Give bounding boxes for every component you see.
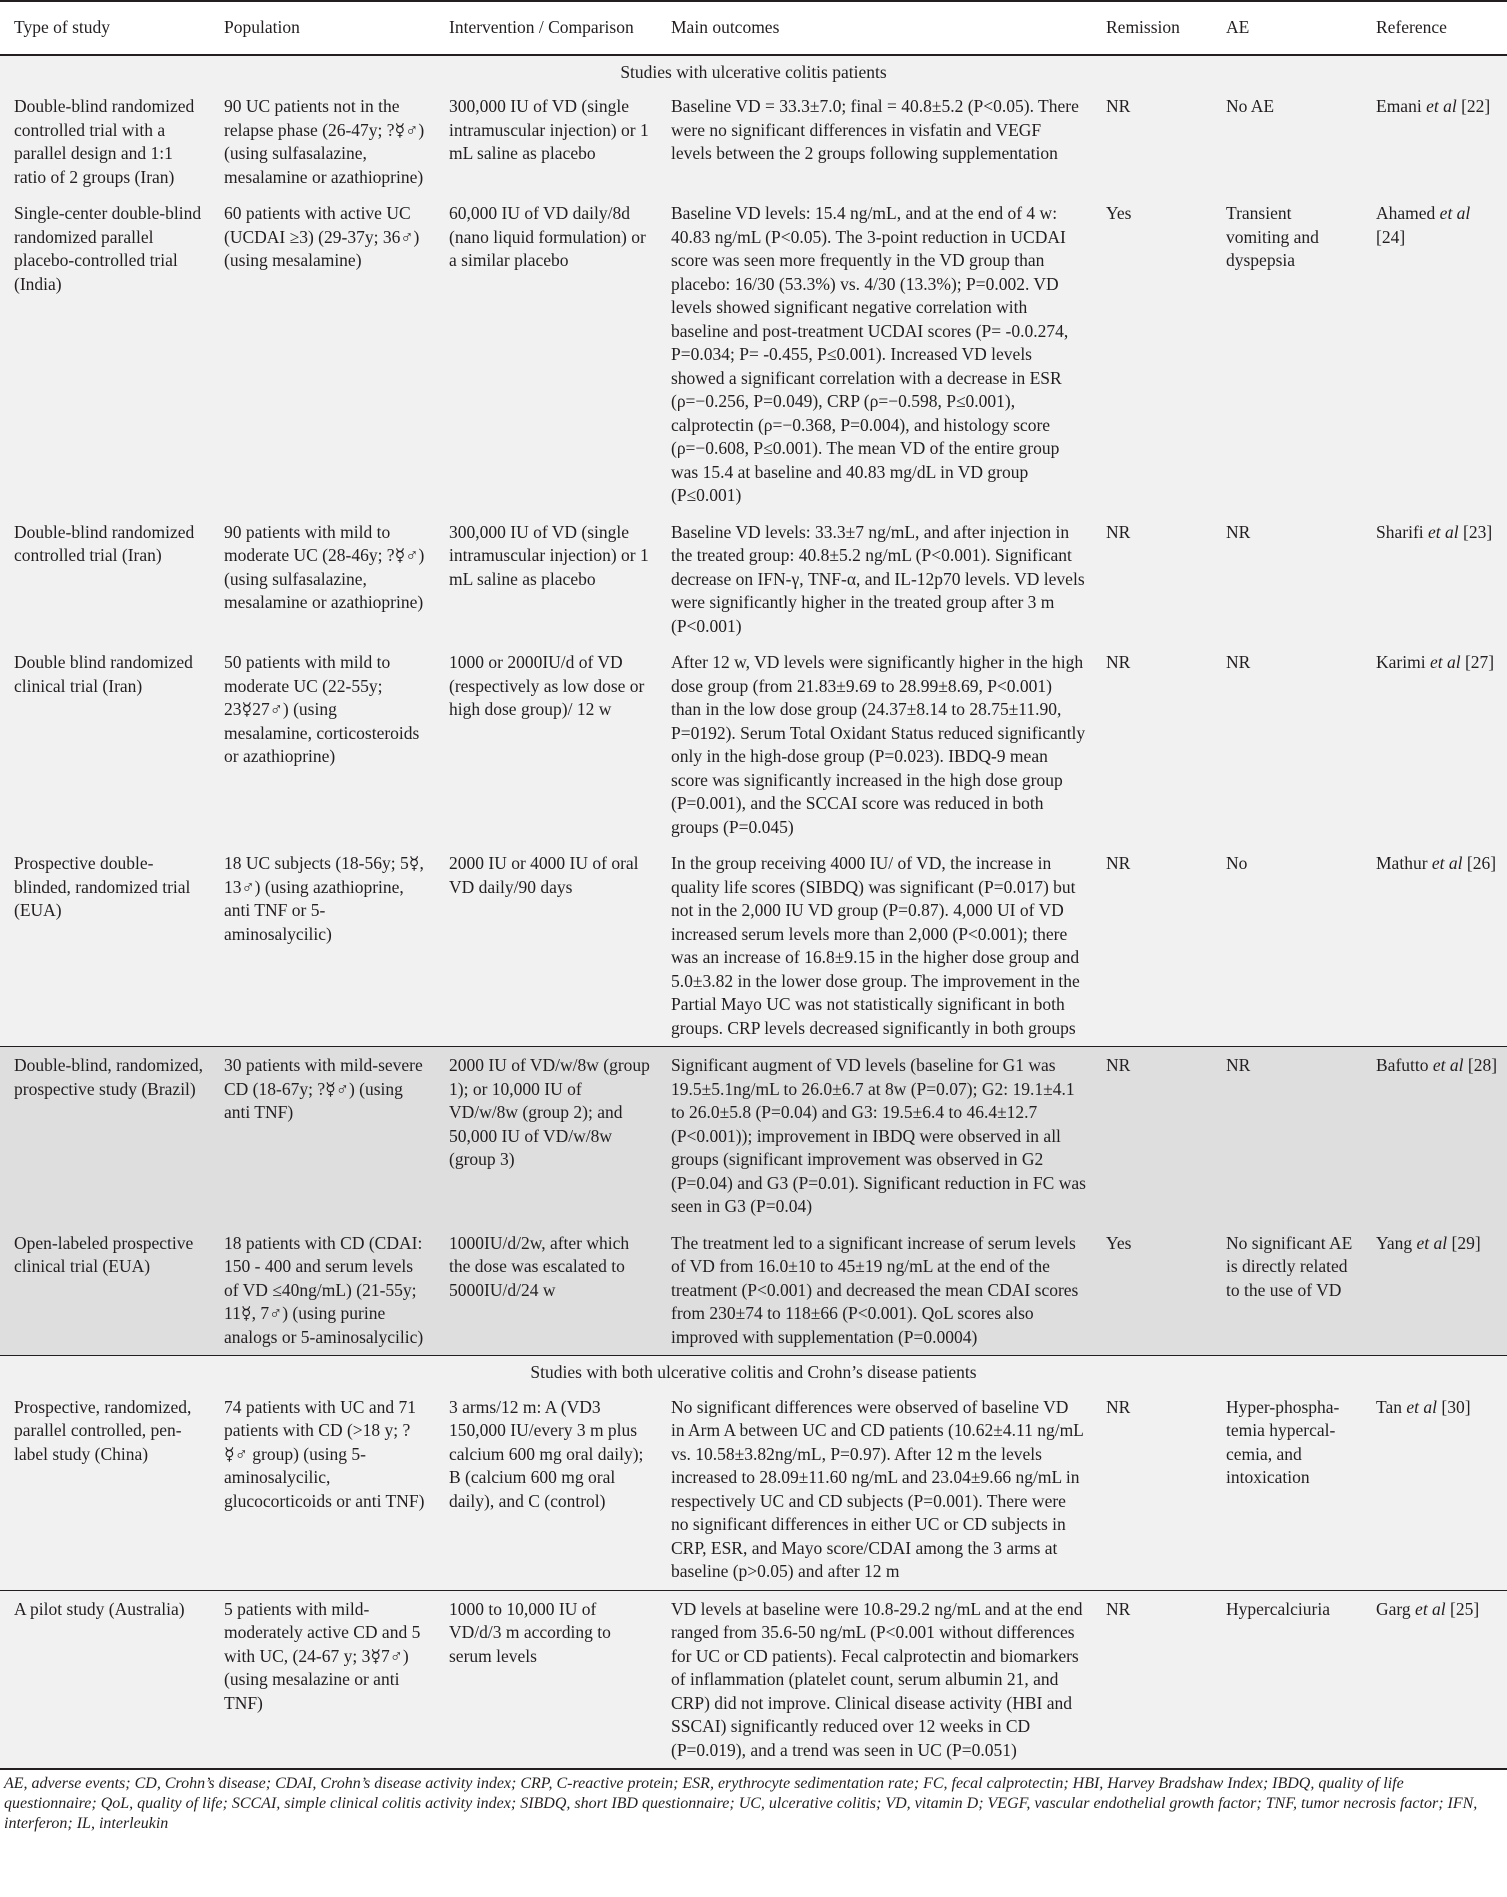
outcomes-cell: Significant augment of VD levels (baseline for G1 was 19.5±5.1ng/mL to 26.0±6.7 at 8w (P=0.07); G2: 19.1±4.1 to 26.0±5.8 (P=0.04) and G3: 19.5±6.4 to 46.4±12.7 (P<0.001)); improvement in IBDQ were observed in all groups (significant improvement was observed in G2 (P=0.04) and G3 (P=0.01). Significant reduction in FC was seen in G3 (P=0.04) [657, 1047, 1092, 1225]
study-type-cell: Double-blind, randomized, prospective study (Brazil) [0, 1047, 210, 1225]
header-reference: Reference [1362, 1, 1507, 55]
reference-etal: et al [1429, 652, 1461, 672]
intervention-cell: 2000 IU of VD/w/8w (group 1); or 10,000 IU of VD/w/8w (group 2); and 50,000 IU of VD/w/8w (group 3) [435, 1047, 657, 1225]
ae-cell: NR [1212, 1047, 1362, 1225]
table-row [0, 644, 1507, 845]
population-cell: 5 patients with mild-moderately active CD and 5 with UC, (24-67 y; 3☿7♂) (using mesalazine or anti TNF) [210, 1590, 435, 1769]
reference-cell [1362, 1225, 1507, 1356]
ae-cell: NR [1226, 652, 1251, 672]
reference-number: [30] [1441, 1396, 1471, 1417]
reference-cell [1362, 1590, 1507, 1769]
reference-etal: et al [1426, 96, 1457, 116]
intervention-cell: 300,000 IU of VD (single intramuscular injection) or 1 mL saline as placebo [449, 96, 649, 163]
population-cell: 90 patients with mild to moderate UC (28-46y; ?☿♂) (using sulfasalazine, mesalamine or azathioprine) [224, 521, 425, 612]
ae-cell: No [1226, 853, 1248, 873]
outcomes-cell: No significant differences were observed of baseline VD in Arm A between UC and CD patients (10.62±4.11 ng/mL vs. 10.58±3.82ng/mL, P=0.97). After 12 m the levels increased to 28.09±11.60 ng/mL and 23.04±9.66 ng/mL in respectively UC and CD subjects (P=0.001). There were no significant differences in either UC or CD subjects in CRP, ESR, and Mayo score/CDAI among the 3 arms at baseline (p>0.05) and after 12 m [671, 1396, 1084, 1581]
reference-cell [1362, 644, 1507, 845]
ae-cell: Hypercalciuria [1212, 1590, 1362, 1769]
population-cell: 18 patients with CD (CDAI: 150 - 400 and serum levels of VD ≤40ng/mL) (21-55y; 11☿, 7♂) (using purine analogs or 5-aminosalycilic) [224, 1232, 424, 1347]
reference-author: Karimi [1376, 652, 1426, 672]
table-row [0, 1389, 1507, 1591]
reference-author: Garg [1376, 1598, 1411, 1619]
table-row [0, 1225, 1507, 1356]
section-title: Studies with ulcerative colitis patients [620, 61, 887, 82]
study-type-cell: Double-blind randomized controlled trial (Iran) [14, 521, 195, 565]
reference-cell [1362, 1047, 1507, 1225]
table-row [0, 514, 1507, 645]
study-type-cell: Single-center double-blind randomized parallel placebo-controlled trial (India) [14, 203, 202, 294]
reference-number: [27] [1464, 652, 1495, 672]
remission-cell: Yes [1106, 1232, 1132, 1253]
reference-etal: et al [1415, 1598, 1446, 1619]
reference-etal: et al [1406, 1396, 1437, 1417]
intervention-cell: 1000 to 10,000 IU of VD/d/3 m according to serum levels [435, 1590, 657, 1769]
study-type-cell: Open-labeled prospective clinical trial (EUA) [14, 1232, 194, 1276]
reference-number: [28] [1467, 1055, 1498, 1075]
remission-cell: NR [1092, 1047, 1212, 1225]
remission-cell: NR [1106, 96, 1131, 116]
table-footnote: AE, adverse events; CD, Crohn’s disease; CDAI, Crohn’s disease activity index; CRP, C-reactive protein; ESR, erythrocyte sedimentation rate; FC, fecal calprotectin; HBI, Harvey Bradshaw Index; IBDQ, quality of life questionnaire; QoL, quality of life; SCCAI, simple clinical colitis activity index; SIBDQ, short IBD questionnaire; UC, ulcerative colitis; VD, vitamin D; VEGF, vascular endothelial growth factor; TNF, tumor necrosis factor; IFN, interferon; IL, interleukin [4, 1775, 1478, 1832]
outcomes-cell: Baseline VD levels: 15.4 ng/mL, and at the end of 4 w: 40.83 ng/mL (P<0.05). The 3-point reduction in UCDAI score was seen more frequently in the VD group than placebo: 16/30 (53.3%) vs. 4/30 (13.3%); P=0.002. VD levels showed significant negative correlation with baseline and post-treatment UCDAI scores (P= -0.0.274, P=0.034; P= -0.455, P≤0.001). Increased VD levels showed a significant correlation with a decrease in ESR (ρ=−0.256, P=0.049), CRP (ρ=−0.598, P≤0.001), calprotectin (ρ=−0.368, P=0.004), and histology score (ρ=−0.608, P≤0.001). The mean VD of the entire group was 15.4 at baseline and 40.83 mg/dL in VD group (P≤0.001) [671, 203, 1069, 505]
table-row [0, 845, 1507, 1047]
header-remission: Remission [1092, 1, 1212, 55]
reference-number: [22] [1461, 96, 1491, 116]
header-outcomes: Main outcomes [657, 1, 1092, 55]
header-ae: AE [1212, 1, 1362, 55]
reference-cell [1362, 514, 1507, 645]
remission-cell: NR [1092, 1590, 1212, 1769]
ae-cell: No significant AE is directly related to the use of VD [1226, 1232, 1353, 1300]
reference-number: [24] [1376, 226, 1406, 247]
intervention-cell: 300,000 IU of VD (single intramuscular injection) or 1 mL saline as placebo [449, 521, 649, 589]
table-row [0, 88, 1507, 195]
reference-etal: et al [1416, 1232, 1448, 1253]
header-type: Type of study [0, 1, 210, 55]
reference-cell [1362, 1389, 1507, 1591]
reference-author: Ahamed [1376, 203, 1436, 223]
ae-cell: Transient vomiting and dyspepsia [1226, 203, 1319, 270]
study-type-cell: Prospective double-blinded, randomized trial (EUA) [14, 853, 191, 920]
intervention-cell: 1000 or 2000IU/d of VD (respectively as low dose or high dose group)/ 12 w [449, 652, 645, 719]
outcomes-cell: Baseline VD = 33.3±7.0; final = 40.8±5.2 (P<0.05). There were no significant differences in visfatin and VEGF levels between the 2 groups following supplementation [671, 96, 1079, 163]
outcomes-cell: Baseline VD levels: 33.3±7 ng/mL, and after injection in the treated group: 40.8±5.2 ng/mL (P<0.001). Significant decrease on IFN-γ, TNF-α, and IL-12p70 levels. VD levels were significantly higher in the treated group after 3 m (P<0.001) [671, 521, 1085, 636]
reference-author: Emani [1376, 96, 1422, 116]
remission-cell: NR [1106, 853, 1131, 873]
ae-cell: Hyper-phospha-temia hypercal-cemia, and intoxication [1226, 1396, 1340, 1487]
reference-author: Sharifi [1376, 521, 1424, 542]
section-title: Studies with both ulcerative colitis and Crohn’s disease patients [0, 1356, 1507, 1389]
table-row [0, 195, 1507, 514]
population-cell: 30 patients with mild-severe CD (18-67y; ?☿♂) (using anti TNF) [210, 1047, 435, 1225]
reference-cell [1362, 88, 1507, 195]
reference-author: Tan [1376, 1396, 1402, 1417]
outcomes-cell: The treatment led to a significant increase of serum levels of VD from 16.0±10 to 45±19 ng/mL at the end of the treatment (P<0.001) and decreased the mean CDAI scores from 230±74 to 118±66 (P<0.001). QoL scores also improved with supplementation (P=0.0004) [671, 1232, 1079, 1347]
outcomes-cell: After 12 w, VD levels were significantly higher in the high dose group (from 21.83±9.69 to 28.99±8.69, P<0.001) than in the low dose group (24.37±8.14 to 28.75±11.90, P=0192). Serum Total Oxidant Status reduced significantly only in the high-dose group (P=0.023). IBDQ-9 mean score was significantly increased in the high dose group (P=0.001), and the SCCAI score was reduced in both groups (P=0.045) [671, 652, 1086, 837]
table-row [0, 1590, 1507, 1769]
intervention-cell: 1000IU/d/2w, after which the dose was escalated to 5000IU/d/24 w [449, 1232, 630, 1300]
reference-number: [29] [1451, 1232, 1481, 1253]
table-body [0, 55, 1507, 1770]
remission-cell: NR [1106, 652, 1131, 672]
header-population: Population [210, 1, 435, 55]
remission-cell: Yes [1106, 203, 1132, 223]
study-type-cell: Double blind randomized clinical trial (Iran) [14, 652, 193, 696]
header-row [0, 1, 1507, 55]
population-cell: 90 UC patients not in the relapse phase (26-47y; ?☿♂) (using sulfasalazine, mesalamine or azathioprine) [224, 96, 425, 187]
study-type-cell: Double-blind randomized controlled trial with a parallel design and 1:1 ratio of 2 groups (Iran) [14, 96, 195, 187]
section-header-row [0, 1356, 1507, 1389]
ae-cell: NR [1226, 521, 1251, 542]
population-cell: 74 patients with UC and 71 patients with CD (>18 y; ?☿♂ group) (using 5-aminosalycilic, glucocorticoids or anti TNF) [224, 1396, 425, 1511]
reference-etal: et al [1432, 1055, 1464, 1075]
reference-author: Bafutto [1376, 1055, 1429, 1075]
reference-number: [23] [1463, 521, 1493, 542]
reference-author: Yang [1376, 1232, 1413, 1253]
population-cell: 60 patients with active UC (UCDAI ≥3) (29-37y; 36♂) (using mesalamine) [224, 203, 420, 270]
intervention-cell: 2000 IU or 4000 IU of oral VD daily/90 days [449, 853, 639, 897]
reference-number: [25] [1450, 1598, 1480, 1619]
reference-etal: et al [1428, 521, 1459, 542]
table-row [0, 1047, 1507, 1225]
outcomes-cell: VD levels at baseline were 10.8-29.2 ng/mL and at the end ranged from 35.6-50 ng/mL (P<0.001 without differences for UC or CD patients). Fecal calprotectin and biomarkers of inflammation (platelet count, serum albumin 21, and CRP) did not improve. Clinical disease activity (HBI and SSCAI) significantly reduced over 12 weeks in CD (P=0.019), and a trend was seen in UC (P=0.051) [657, 1590, 1092, 1769]
reference-cell [1362, 845, 1507, 1047]
study-type-cell: Prospective, randomized, parallel controlled, pen-label study (China) [14, 1396, 192, 1464]
population-cell: 50 patients with mild to moderate UC (22-55y; 23☿27♂) (using mesalamine, corticosteroids or azathioprine) [224, 652, 420, 766]
study-type-cell: A pilot study (Australia) [0, 1590, 210, 1769]
intervention-cell: 60,000 IU of VD daily/8d (nano liquid formulation) or a similar placebo [449, 203, 646, 270]
reference-number: [26] [1466, 853, 1497, 873]
outcomes-cell: In the group receiving 4000 IU/ of VD, the increase in quality life scores (SIBDQ) was significant (P=0.017) but not in the 2,000 IU VD group (P=0.87). 4,000 UI of VD increased serum levels more than 2,000 (P<0.001); there was an increase of 16.8±9.15 in the higher dose group and 5.0±3.82 in the lower dose group. The improvement in the Partial Mayo UC was not statistically significant in both groups. CRP levels decreased significantly in both groups [671, 853, 1080, 1038]
population-cell: 18 UC subjects (18-56y; 5☿, 13♂) (using azathioprine, anti TNF or 5-aminosalycilic) [224, 853, 424, 944]
remission-cell: NR [1106, 1396, 1131, 1417]
reference-cell [1362, 195, 1507, 514]
header-intervention: Intervention / Comparison [435, 1, 657, 55]
reference-author: Mathur [1376, 853, 1428, 873]
remission-cell: NR [1106, 521, 1131, 542]
reference-etal: et al [1431, 853, 1463, 873]
reference-etal: et al [1439, 203, 1471, 223]
ae-cell: No AE [1226, 96, 1275, 116]
section-header-row [0, 55, 1507, 89]
intervention-cell: 3 arms/12 m: A (VD3 150,000 IU/every 3 m plus calcium 600 mg oral daily); B (calcium 600 mg oral daily), and C (control) [449, 1396, 644, 1511]
